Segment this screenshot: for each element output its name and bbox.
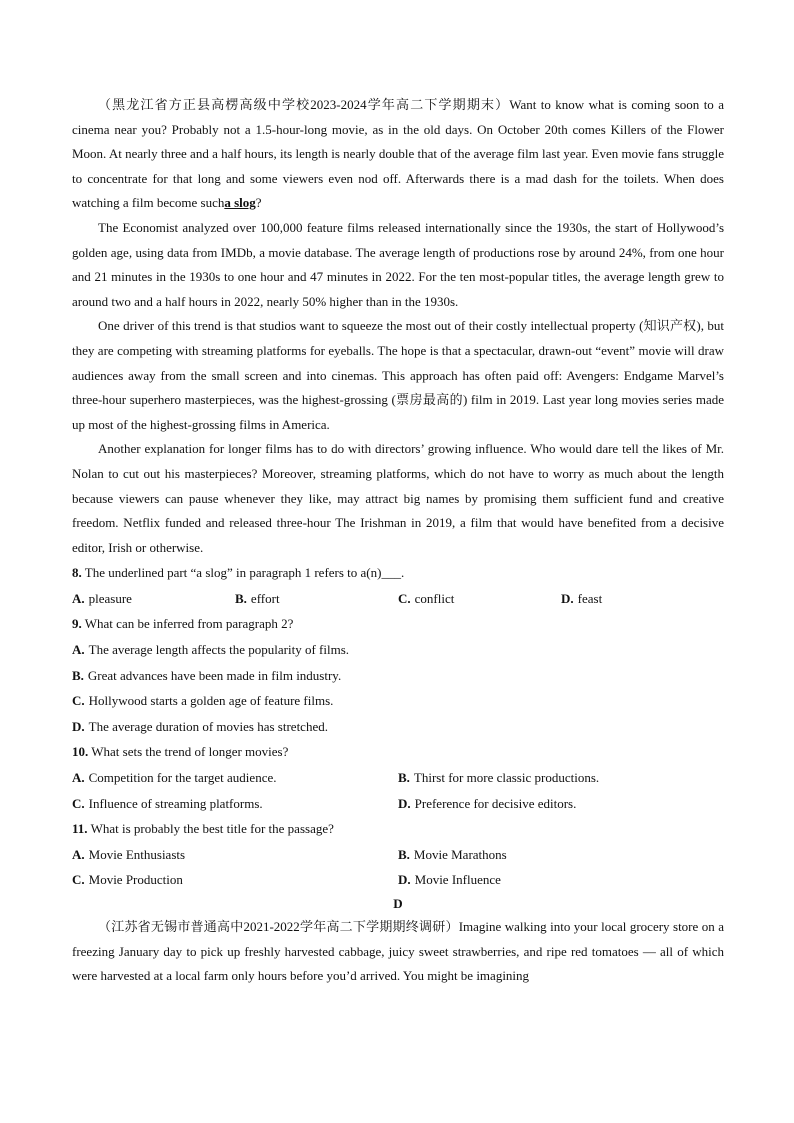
paragraph-text: Imagine walking into your local grocery store on a freezing January day to pick up freshly harvested cabbage, juicy sweet strawberries, and ripe red tomatoes — all of which were harvested at a local farm only hours before you’d arrived. You might be imagining (72, 919, 724, 984)
option-text: Great advances have been made in film industry. (87, 667, 342, 683)
option-d[interactable] (398, 867, 724, 893)
question-8 (72, 560, 724, 586)
option-letter: D. (398, 872, 411, 888)
option-a[interactable] (72, 765, 398, 791)
passage-d-paragraph-1 (72, 915, 724, 989)
option-letter: D. (398, 795, 411, 811)
option-letter: B. (72, 667, 84, 683)
question-number: 8. (72, 565, 82, 581)
source-note: （江苏省无锡市普通高中2021-2022学年高二下学期期终调研） (98, 919, 459, 934)
option-text: Movie Marathons (413, 846, 507, 862)
question-9 (72, 611, 724, 637)
option-text: The average duration of movies has stretched. (88, 718, 328, 734)
option-text: conflict (414, 590, 455, 606)
option-b[interactable] (398, 765, 724, 791)
option-a[interactable] (72, 842, 398, 868)
passage-c-paragraph-4: Another explanation for longer films has to do with directors’ growing influence. Who would dare tell the likes of Mr. Nolan to cut out his masterpieces? Moreover, streaming platforms, which do not have to worry as much about the length because viewers can pause whenever they like, may attract big names by promising them sufficient fund and creative freedom. Netflix funded and released three-hour The Irishman in 2019, a film that would have benefited from a decisive editor, Irish or otherwise. (72, 441, 724, 555)
underlined-phrase: a slog (224, 195, 256, 211)
option-letter: D. (561, 590, 574, 606)
option-c[interactable] (72, 867, 398, 893)
option-text: effort (250, 590, 280, 606)
option-letter: B. (235, 590, 247, 606)
option-text: Hollywood starts a golden age of feature films. (88, 693, 334, 709)
question-number: 9. (72, 616, 82, 632)
passage-c-paragraph-1 (72, 93, 724, 216)
option-text: Movie Enthusiasts (88, 846, 186, 862)
option-text: Preference for decisive editors. (414, 795, 577, 811)
option-text: pleasure (88, 590, 132, 606)
option-c[interactable] (72, 791, 398, 817)
question-11 (72, 816, 724, 842)
option-d[interactable] (561, 586, 724, 612)
question-stem: What can be inferred from paragraph 2? (84, 616, 294, 632)
question-11-options-row-2 (72, 867, 724, 893)
option-text: Influence of streaming platforms. (88, 795, 263, 811)
passage-c-paragraph-3: One driver of this trend is that studios want to squeeze the most out of their costly intellectual property (知识产权), but they are competing with streaming platforms for eyeballs. The hope is that a spectacular, drawn-out “event” movie will draw audiences away from the small screen and into cinemas. This approach has often paid off: Avengers: Endgame Marvel’s three-hour superhero masterpieces, was the highest-grossing (票房最高的) film in 2019. Last year long movies series made up most of the highest-grossing films in America. (72, 318, 724, 432)
option-letter: A. (72, 846, 85, 862)
question-10 (72, 739, 724, 765)
option-text: Thirst for more classic productions. (413, 770, 600, 786)
option-b[interactable] (398, 842, 724, 868)
question-10-options-row-2 (72, 791, 724, 817)
option-b[interactable] (72, 663, 724, 689)
question-stem: What is probably the best title for the passage? (90, 821, 334, 837)
option-c[interactable] (398, 586, 561, 612)
question-number: 10. (72, 744, 89, 760)
passage-c-paragraph-2: The Economist analyzed over 100,000 feature films released internationally since the 1930s, the start of Hollywood’s golden age, using data from IMDb, a movie database. The average length of productions rose by around 24%, from one hour and 21 minutes in the 1930s to one hour and 47 minutes in 2022. For the ten most-popular titles, the average length grew to around two and a half hours in 2022, nearly 50% higher than in the 1930s. (72, 219, 724, 309)
paragraph-text-end: ? (255, 195, 262, 211)
section-heading-d: D (393, 896, 403, 911)
option-c[interactable] (72, 688, 724, 714)
option-text: Movie Influence (414, 872, 501, 888)
option-text: feast (577, 590, 603, 606)
option-text: Competition for the target audience. (88, 770, 277, 786)
option-letter: A. (72, 642, 85, 658)
option-letter: C. (72, 693, 85, 709)
option-a[interactable] (72, 637, 724, 663)
option-letter: A. (72, 770, 85, 786)
paragraph-text: Want to know what is coming soon to a cinema near you? Probably not a 1.5-hour-long movie, as in the old days. On October 20th comes Killers of the Flower Moon. At nearly three and a half hours, its length is nearly double that of the average film last year. Even movie fans struggle to concentrate for that long and some viewers even nod off. Afterwards there is a mad dash for the toilets. When does watching a film become such (72, 97, 724, 211)
option-d[interactable] (398, 791, 724, 817)
question-10-options-row-1 (72, 765, 724, 791)
option-letter: A. (72, 590, 85, 606)
question-stem: The underlined part “a slog” in paragraph 1 refers to a(n)___. (84, 565, 405, 581)
option-d[interactable] (72, 714, 724, 740)
source-note: （黑龙江省方正县高楞高级中学校2023-2024学年高二下学期期末） (98, 97, 510, 112)
option-b[interactable] (235, 586, 398, 612)
option-text: Movie Production (88, 872, 183, 888)
question-number: 11. (72, 821, 88, 837)
question-8-options (72, 586, 724, 612)
option-text: The average length affects the popularity of films. (88, 642, 350, 658)
option-letter: B. (398, 770, 410, 786)
option-letter: D. (72, 718, 85, 734)
option-letter: C. (72, 795, 85, 811)
question-stem: What sets the trend of longer movies? (91, 744, 289, 760)
page-content (72, 93, 724, 989)
question-11-options-row-1 (72, 842, 724, 868)
option-letter: C. (72, 872, 85, 888)
option-letter: C. (398, 590, 411, 606)
option-letter: B. (398, 846, 410, 862)
option-a[interactable] (72, 586, 235, 612)
